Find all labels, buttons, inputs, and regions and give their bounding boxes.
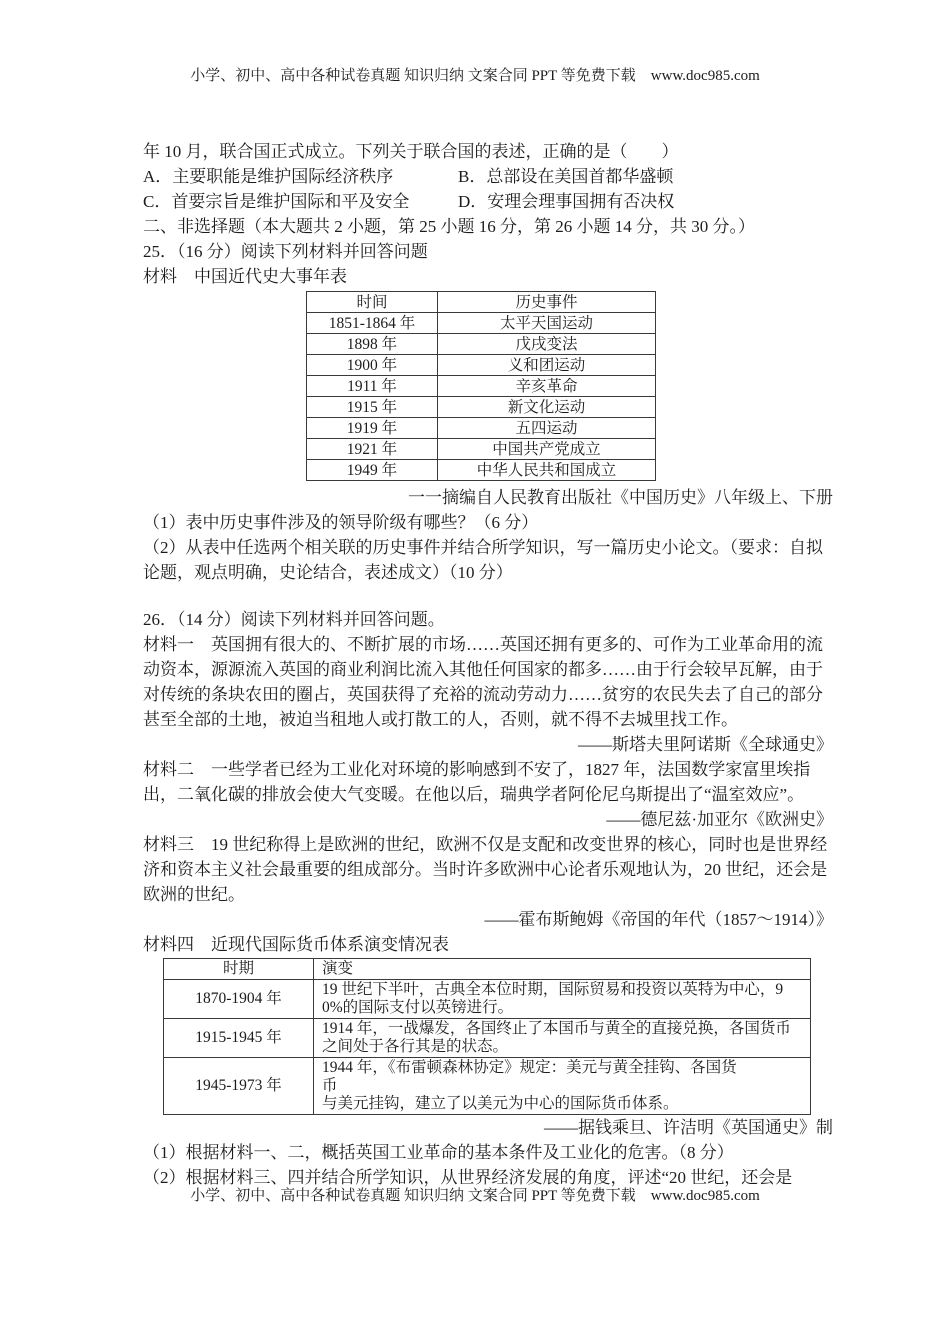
table-header-row	[307, 292, 656, 313]
table-cell-time: 1919 年	[307, 418, 438, 439]
q26-sub-question-2: （2）根据材料三、四并结合所学知识，从世界经济发展的角度，评述“20 世纪，还会是	[143, 1168, 793, 1187]
q25-material-label: 材料 中国近代史大事年表	[143, 267, 347, 286]
table-cell-period: 1870-1904 年	[164, 980, 314, 1019]
page-header-watermark: 小学、初中、高中各种试卷真题 知识归纳 文案合同 PPT 等免费下载 www.doc985.com	[190, 68, 760, 84]
q26-material-3: 材料三 19 世纪称得上是欧洲的世纪，欧洲不仅是支配和改变世界的核心，同时也是世界经济和资本主义社会最重要的组成部分。当时许多欧洲中心论者乐观地认为，20 世纪，还会是欧洲的世纪。	[143, 835, 828, 904]
q24-option-c: C．首要宗旨是维护国际和平及安全	[143, 192, 410, 211]
table-row	[164, 1058, 811, 1115]
table-row	[307, 397, 656, 418]
table-cell-time: 1949 年	[307, 460, 438, 481]
evolution-text: 1944 年，《布雷顿森林协定》规定：美元与黄全挂钩、各国货	[322, 1059, 737, 1076]
currency-system-table	[163, 958, 811, 1115]
table-cell-period: 1915-1945 年	[164, 1019, 314, 1058]
table-cell-event: 义和团运动	[438, 355, 656, 376]
q26-source-3: ——霍布斯鲍姆《帝国的年代（1857～1914）》	[484, 910, 833, 929]
timeline-table	[306, 291, 656, 481]
q24-options-row-2	[143, 189, 833, 214]
table-cell-evolution	[314, 1058, 811, 1115]
table-row	[307, 460, 656, 481]
q24-option-b: B．总部设在美国首都华盛顿	[458, 167, 674, 186]
table-row	[307, 313, 656, 334]
q26-material-1: 材料一 英国拥有很大的、不断扩展的市场……英国还拥有更多的、可作为工业革命用的流动资本，源源流入英国的商业利润比流入其他任何国家的都多……由于行会较早瓦解，由于对传统的条块农田的圈占，英国获得了充裕的流动劳动力……贫穷的农民失去了自己的部分甚至全部的土地，被迫当租地人或打散工的人，否则，就不得不去城里找工作。	[143, 635, 823, 729]
table-cell-evolution	[314, 980, 811, 1019]
q26-source-2: ——德尼兹·加亚尔《欧洲史》	[606, 810, 833, 829]
table-row	[307, 355, 656, 376]
table-cell-event: 中国共产党成立	[438, 439, 656, 460]
table-cell-period: 1945-1973 年	[164, 1058, 314, 1115]
q26-material-4-label: 材料四 近现代国际货币体系演变情况表	[143, 935, 449, 954]
q25-sub-question-1: （1）表中历史事件涉及的领导阶级有哪些？（6 分）	[143, 513, 539, 532]
currency-header-period: 时期	[164, 959, 314, 980]
q26-source-4: ——据钱乘旦、许洁明《英国通史》制	[544, 1118, 833, 1137]
timeline-header-time: 时间	[307, 292, 438, 313]
q24-options-row-1	[143, 164, 833, 189]
table-cell-event: 五四运动	[438, 418, 656, 439]
evolution-text: 1914 年，一战爆发，各国终止了本国币与黄全的直接兑换，各国货币之间处于各行其是的状态。	[322, 1020, 791, 1055]
table-cell-evolution	[314, 1019, 811, 1058]
table-cell-event: 辛亥革命	[438, 376, 656, 397]
q26-title: 26．（14 分）阅读下列材料并回答问题。	[143, 610, 445, 629]
table-cell-event: 戊戌变法	[438, 334, 656, 355]
q24-option-d: D．安理会理事国拥有否决权	[458, 192, 675, 211]
timeline-header-event: 历史事件	[438, 292, 656, 313]
q24-option-a: A．主要职能是维护国际经济秩序	[143, 167, 394, 186]
table-cell-time: 1921 年	[307, 439, 438, 460]
table-row	[307, 418, 656, 439]
q25-source: 一一摘编自人民教育出版社《中国历史》八年级上、下册	[408, 488, 833, 507]
table-cell-time: 1851-1864 年	[307, 313, 438, 334]
table-cell-time: 1900 年	[307, 355, 438, 376]
evolution-text: 19 世纪下半叶，古典全本位时期，国际贸易和投资以英特为中心，90%的国际支付以英镑进行。	[322, 981, 784, 1016]
table-row	[164, 1019, 811, 1058]
table-cell-event: 中华人民共和国成立	[438, 460, 656, 481]
table-row	[164, 980, 811, 1019]
table-cell-event: 太平天国运动	[438, 313, 656, 334]
table-cell-time: 1915 年	[307, 397, 438, 418]
evolution-text: 与美元挂钩，建立了以美元为中心的国际货币体系。	[322, 1095, 679, 1112]
table-row	[307, 334, 656, 355]
q25-title: 25．（16 分）阅读下列材料并回答问题	[143, 242, 428, 261]
table-header-row	[164, 959, 811, 980]
q26-material-2: 材料二 一些学者已经为工业化对环境的影响感到不安了，1827 年，法国数学家富里埃指出，二氧化碳的排放会使大气变暖。在他以后，瑞典学者阿伦尼乌斯提出了“温室效应”。	[143, 760, 811, 804]
q25-sub-question-2: （2）从表中任选两个相关联的历史事件并结合所学知识，写一篇历史小论文。（要求：自拟论题，观点明确，史论结合，表述成文）（10 分）	[143, 538, 823, 582]
page-footer-watermark: 小学、初中、高中各种试卷真题 知识归纳 文案合同 PPT 等免费下载 www.doc985.com	[190, 1188, 760, 1204]
document-body	[143, 139, 833, 1190]
table-cell-time: 1898 年	[307, 334, 438, 355]
q24-stem: 年 10 月，联合国正式成立。下列关于联合国的表述，正确的是（ ）	[143, 142, 679, 161]
evolution-text: 币	[322, 1077, 338, 1094]
q26-sub-question-1: （1）根据材料一、二，概括英国工业革命的基本条件及工业化的危害。（8 分）	[143, 1143, 734, 1162]
table-row	[307, 439, 656, 460]
currency-header-evolution: 演变	[314, 959, 811, 980]
table-cell-event: 新文化运动	[438, 397, 656, 418]
q26-source-1: ——斯塔夫里阿诺斯《全球通史》	[578, 735, 833, 754]
table-row	[307, 376, 656, 397]
section2-heading: 二、非选择题（本大题共 2 小题，第 25 小题 16 分，第 26 小题 14 分，共 30 分。）	[143, 217, 755, 236]
table-cell-time: 1911 年	[307, 376, 438, 397]
